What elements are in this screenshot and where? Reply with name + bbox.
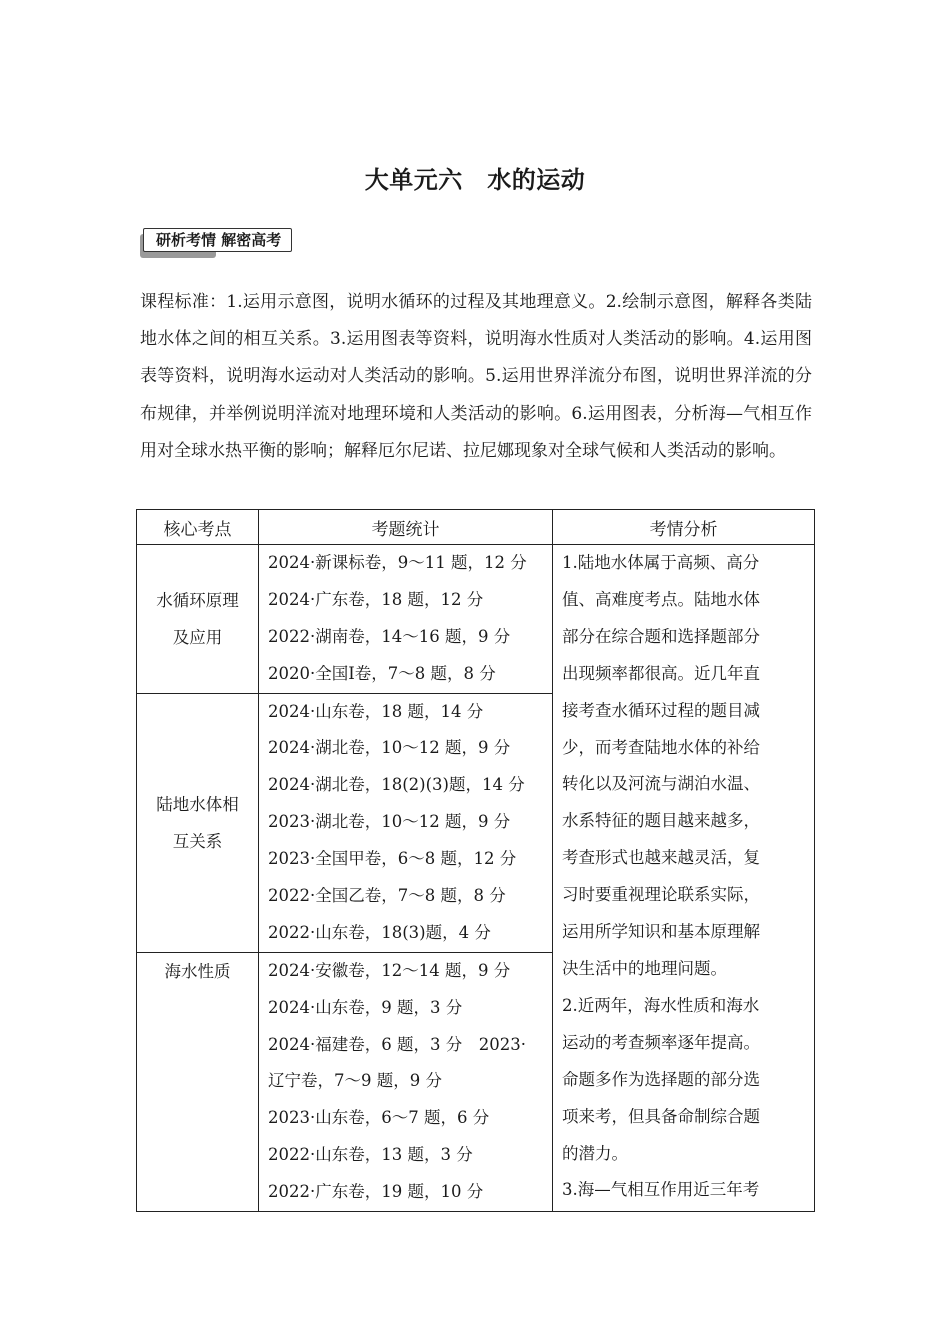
section-badge bbox=[140, 228, 289, 252]
exam-analysis-table bbox=[136, 509, 815, 1212]
analysis-line: 部分在综合题和选择题部分 bbox=[562, 626, 760, 646]
analysis-line: 少，而考查陆地水体的补给 bbox=[562, 737, 760, 757]
topic-cell bbox=[137, 693, 259, 952]
analysis-line: 运用所学知识和基本原理解 bbox=[562, 922, 760, 942]
analysis-cell bbox=[553, 545, 815, 1212]
analysis-line: 水系特征的题目越来越多， bbox=[562, 811, 760, 831]
exam-item: 2023·全国甲卷，6～8 题，12 分 bbox=[268, 849, 517, 869]
topic-line: 海水性质 bbox=[164, 961, 231, 981]
course-standard-paragraph: 课程标准：1.运用示意图，说明水循环的过程及其地理意义。2.绘制示意图，解释各类陆地水体之间的相互关系。3.运用图表等资料，说明海水性质对人类活动的影响。4.运用图表等资料，说明海水运动对人类活动的影响。5.运用世界洋流分布图，说明世界洋流的分布规律，并举例说明洋流对地理环境和人类活动的影响。6.运用图表，分析海—气相互作用对全球水热平衡的影响；解释厄尔尼诺、拉尼娜现象对全球气候和人类活动的影响。 bbox=[140, 292, 812, 461]
analysis-line: 项来考，但具备命制综合题 bbox=[562, 1106, 760, 1126]
analysis-line: 1.陆地水体属于高频、高分 bbox=[562, 553, 760, 572]
analysis-line: 转化以及河流与湖泊水温、 bbox=[562, 774, 760, 794]
exam-cell bbox=[259, 952, 553, 1211]
exam-item: 2024·新课标卷，9～11 题，12 分 bbox=[268, 553, 527, 572]
exam-item: 2024·安徽卷，12～14 题，9 分 bbox=[268, 960, 511, 980]
exam-item: 2024·山东卷，18 题，14 分 bbox=[268, 701, 484, 721]
table-row bbox=[137, 545, 815, 694]
analysis-line: 3.海—气相互作用近三年考 bbox=[562, 1180, 760, 1200]
topic-line: 互关系 bbox=[172, 831, 223, 851]
topic-cell bbox=[137, 545, 259, 694]
page-title: 大单元六 水的运动 bbox=[364, 166, 586, 194]
badge-label: 研析考情 解密高考 bbox=[143, 228, 292, 252]
topic-line: 水循环原理 bbox=[156, 590, 239, 610]
exam-cell bbox=[259, 693, 553, 952]
analysis-line: 考查形式也越来越灵活，复 bbox=[562, 848, 760, 868]
analysis-line: 决生活中的地理问题。 bbox=[562, 958, 727, 978]
exam-item: 2023·湖北卷，10～12 题，9 分 bbox=[268, 812, 511, 832]
analysis-line: 出现频率都很高。近几年直 bbox=[562, 663, 760, 683]
exam-item: 辽宁卷，7～9 题，9 分 bbox=[268, 1071, 442, 1091]
topic-line: 陆地水体相 bbox=[156, 794, 239, 814]
exam-item: 2024·湖北卷，18(2)(3)题，14 分 bbox=[268, 775, 525, 795]
exam-item: 2022·山东卷，18(3)题，4 分 bbox=[268, 922, 491, 942]
exam-cell bbox=[259, 545, 553, 694]
analysis-line: 命题多作为选择题的部分选 bbox=[562, 1069, 760, 1089]
analysis-line: 习时要重视理论联系实际， bbox=[562, 885, 760, 905]
exam-item: 2024·福建卷，6 题，3 分 2023· bbox=[268, 1034, 526, 1054]
exam-item: 2024·湖北卷，10～12 题，9 分 bbox=[268, 738, 511, 758]
analysis-line: 运动的考查频率逐年提高。 bbox=[562, 1032, 760, 1052]
exam-item: 2020·全国Ⅰ卷，7～8 题，8 分 bbox=[268, 663, 496, 683]
analysis-text bbox=[553, 545, 814, 1209]
header-exam-stats: 考题统计 bbox=[259, 510, 553, 545]
analysis-line: 接考查水循环过程的题目减 bbox=[562, 700, 760, 720]
topic-cell bbox=[137, 952, 259, 1211]
analysis-line: 2.近两年，海水性质和海水 bbox=[562, 995, 760, 1015]
table-header-row bbox=[137, 510, 815, 545]
exam-item: 2024·广东卷，18 题，12 分 bbox=[268, 589, 484, 609]
header-analysis: 考情分析 bbox=[553, 510, 815, 545]
exam-item: 2022·湖南卷，14～16 题，9 分 bbox=[268, 626, 511, 646]
topic-line: 及应用 bbox=[172, 627, 223, 647]
exam-item: 2022·全国乙卷，7～8 题，8 分 bbox=[268, 886, 506, 906]
exam-item: 2023·山东卷，6～7 题，6 分 bbox=[268, 1108, 490, 1128]
exam-item: 2024·山东卷，9 题，3 分 bbox=[268, 997, 463, 1017]
analysis-line: 的潜力。 bbox=[562, 1143, 628, 1163]
exam-item: 2022·广东卷，19 题，10 分 bbox=[268, 1182, 484, 1202]
analysis-line: 值、高难度考点。陆地水体 bbox=[562, 589, 760, 609]
header-core-topic: 核心考点 bbox=[137, 510, 259, 545]
exam-item: 2022·山东卷，13 题，3 分 bbox=[268, 1145, 473, 1165]
